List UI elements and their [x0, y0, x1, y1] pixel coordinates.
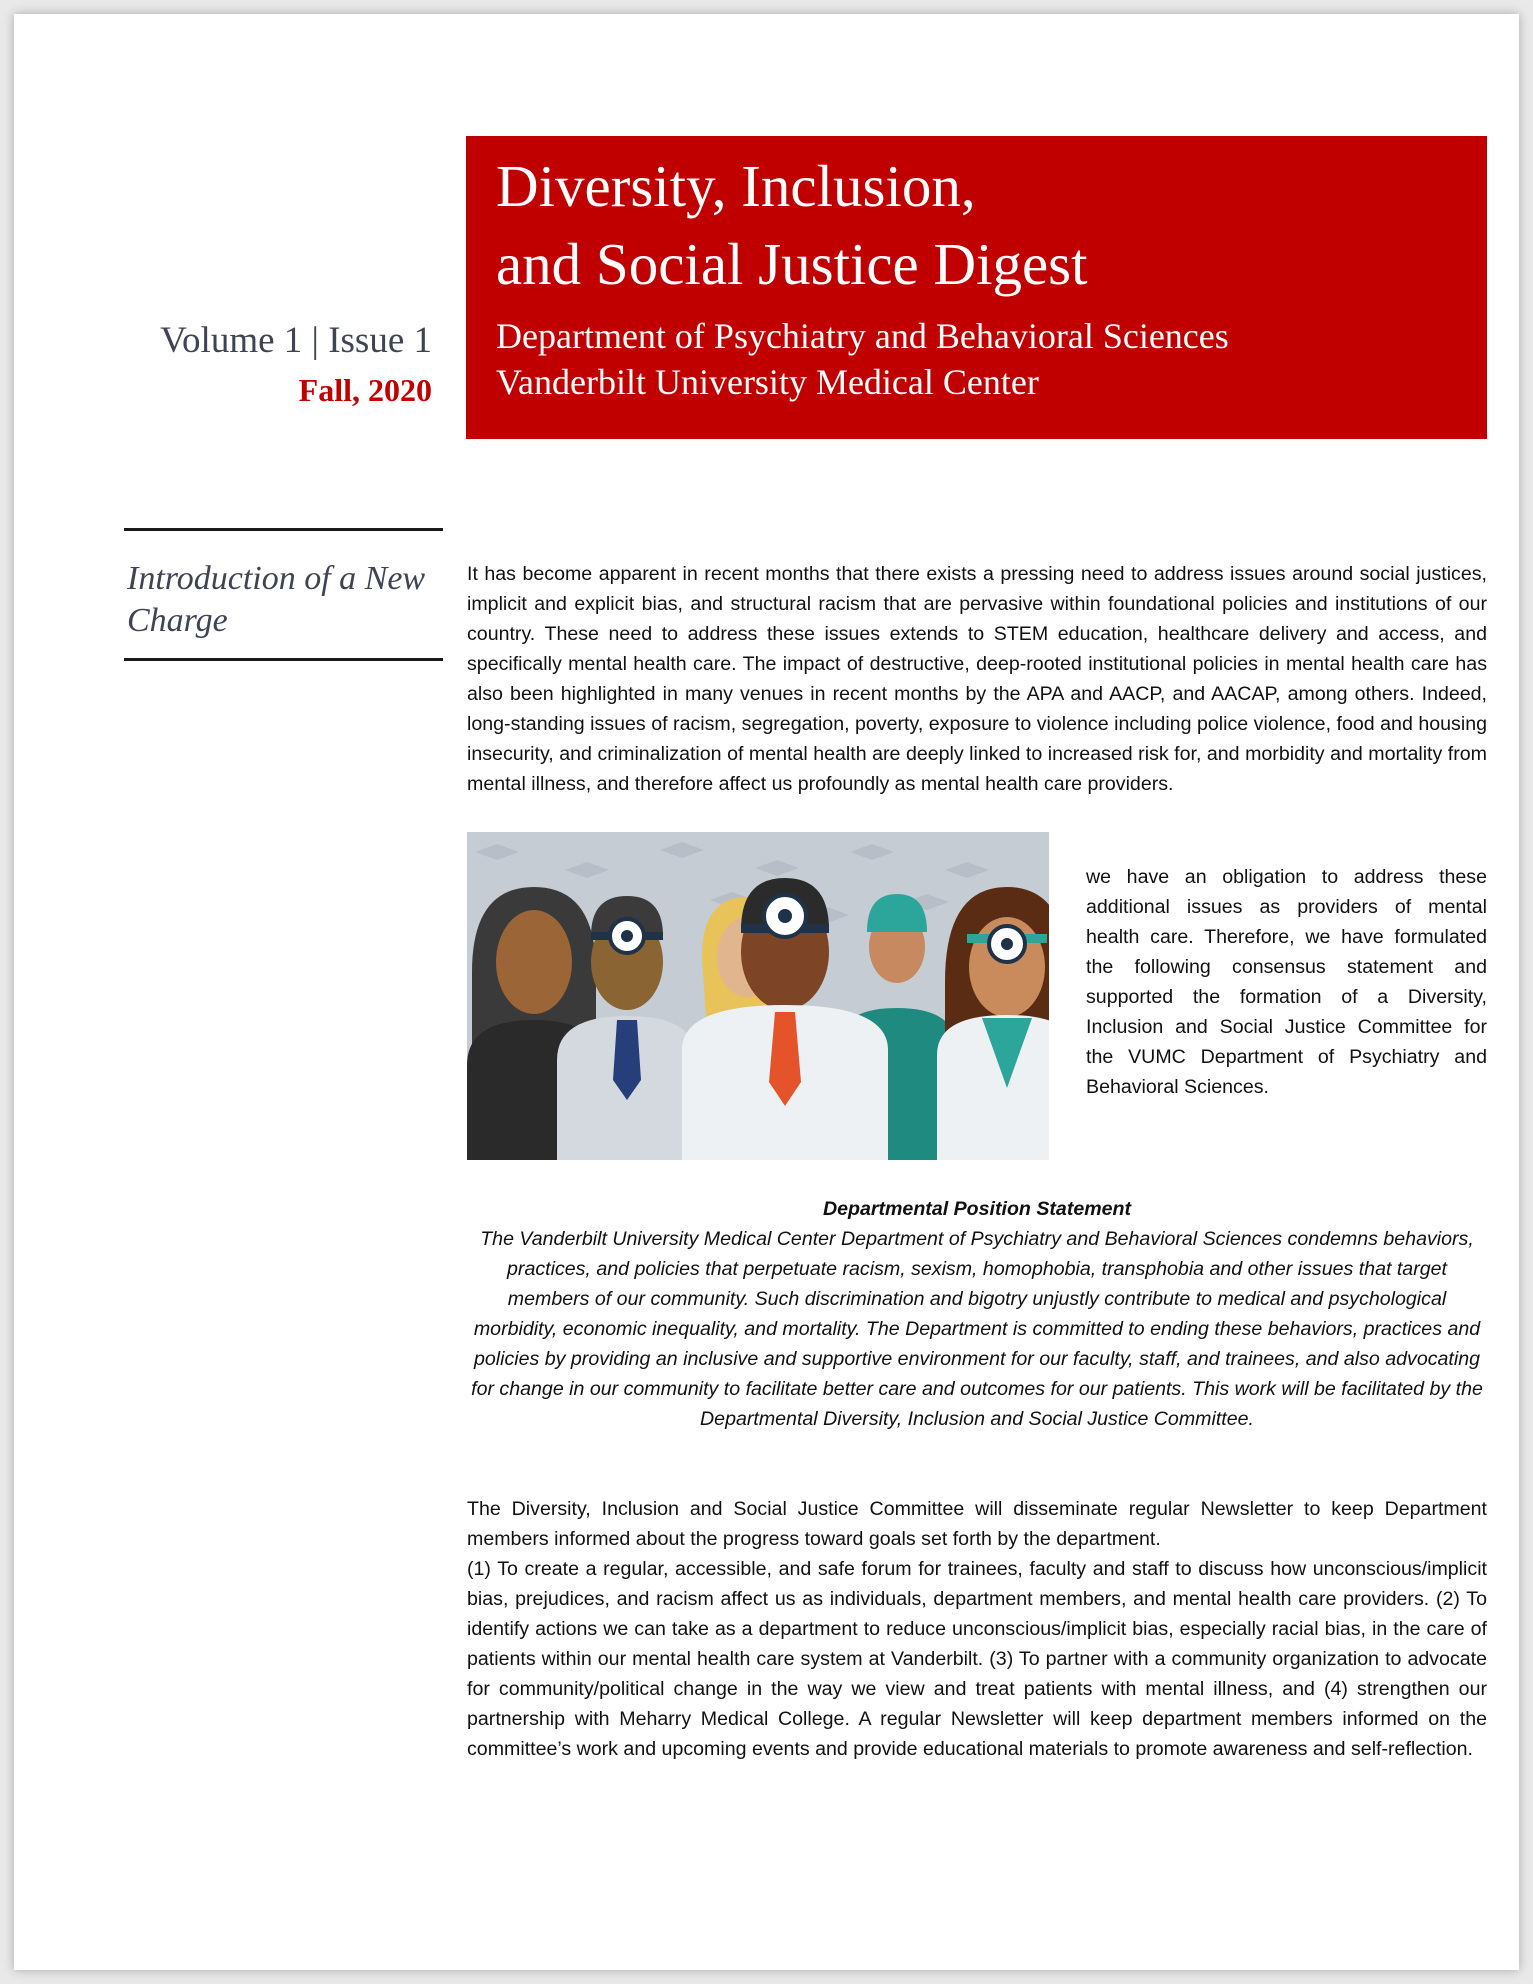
obligation-paragraph: we have an obligation to address these additional issues as providers of mental health care. Therefore, we have formulated the following consensus statement and supported the formation of a Diversity, Inclusion and Social Justice Committee for the VUMC Department of Psychiatry and Behavioral Sciences.: [1086, 866, 1487, 1098]
institution-subtitle: Vanderbilt University Medical Center: [496, 362, 1039, 402]
section-divider-top: [124, 528, 443, 531]
section-heading: Introduction of a New Charge: [127, 560, 426, 639]
healthcare-team-illustration: [467, 832, 1049, 1160]
position-statement-text: The Vanderbilt University Medical Center Department of Psychiatry and Behavioral Sciences condemns behaviors, practices, and policies that perpetuate racism, sexism, homophobia, transphobia and other issues that target members of our community. Such discrimination and bigotry unjustly contribute to medical and psychological morbidity, economic inequality, and mortality. The Department is committed to ending these behaviors, practices and policies by providing an inclusive and supportive environment for our faculty, staff, and trainees, and also advocating for change in our community to facilitate better care and outcomes for our patients. This work will be facilitated by the Departmental Diversity, Inclusion and Social Justice Committee.: [471, 1228, 1483, 1430]
intro-paragraph: It has become apparent in recent months that there exists a pressing need to address issues around social justices, implicit and explicit bias, and structural racism that are pervasive within foundational policies and institutions of our country. These need to address these issues extends to STEM education, healthcare delivery and access, and specifically mental health care. The impact of destructive, deep-rooted institutional policies in mental health care has also been highlighted in many venues in recent months by the APA and AACP, and AACAP, among others. Indeed, long-standing issues of racism, segregation, poverty, exposure to violence including police violence, food and housing insecurity, and criminalization of mental health are deeply linked to increased risk for, and morbidity and mortality from mental illness, and therefore affect us profoundly as mental health care providers.: [467, 563, 1487, 795]
diverse-healthcare-workers-icon: [467, 832, 1049, 1160]
position-statement-title: Departmental Position Statement: [822, 1198, 1132, 1220]
section-divider-bottom: [124, 658, 443, 661]
digest-title-line-2: and Social Justice Digest: [496, 231, 1088, 297]
volume-issue-label: Volume 1 | Issue 1: [160, 320, 432, 361]
document-page: [14, 14, 1519, 1970]
title-banner: [466, 136, 1487, 439]
department-subtitle: Department of Psychiatry and Behavioral Sciences: [496, 316, 1229, 356]
committee-goals-paragraph: (1) To create a regular, accessible, and safe forum for trainees, faculty and staff to discuss how unconscious/implicit bias, prejudices, and racism affect us as individuals, department members, and mental health care providers. (2) To identify actions we can take as a department to reduce unconscious/implicit bias, especially racial bias, in the care of patients within our mental health care system at Vanderbilt. (3) To partner with a community organization to advocate for community/political change in the way we view and treat patients with mental illness, and (4) strengthen our partnership with Meharry Medical College. A regular Newsletter will keep department members informed on the committee’s work and upcoming events and provide educational materials to promote awareness and self-reflection.: [467, 1558, 1487, 1760]
committee-intro-paragraph: The Diversity, Inclusion and Social Justice Committee will disseminate regular Newsletter to keep Department members informed about the progress toward goals set forth by the department.: [467, 1498, 1487, 1550]
season-label: Fall, 2020: [298, 372, 432, 408]
digest-title-line-1: Diversity, Inclusion,: [496, 153, 976, 219]
